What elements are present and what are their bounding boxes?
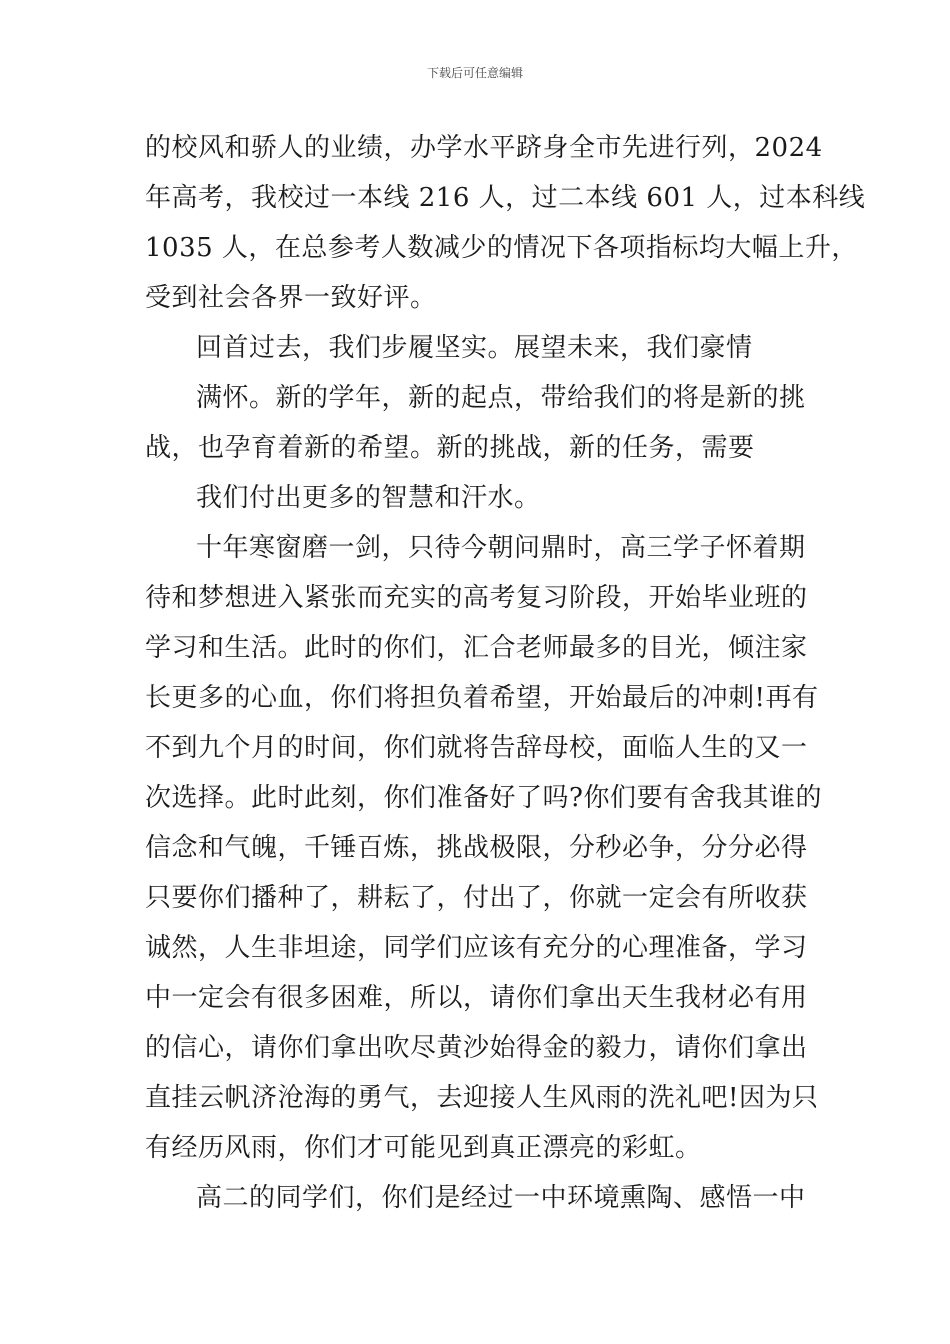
text-line: 的校风和骄人的业绩，办学水平跻身全市先进行列，2024: [145, 133, 823, 163]
text-line: 次选择。此时此刻，你们准备好了吗?你们要有舍我其谁的: [145, 783, 822, 813]
text-line: 只要你们播种了，耕耘了，付出了，你就一定会有所收获: [145, 883, 808, 913]
text-line: 我们付出更多的智慧和汗水。: [196, 483, 541, 513]
text-line: 年高考，我校过一本线 216 人，过二本线 601 人，过本科线: [145, 183, 866, 213]
text-line: 直挂云帆济沧海的勇气，去迎接人生风雨的洗礼吧!因为只: [145, 1083, 819, 1113]
text-line: 的信心，请你们拿出吹尽黄沙始得金的毅力，请你们拿出: [145, 1033, 808, 1063]
text-line: 待和梦想进入紧张而充实的高考复习阶段，开始毕业班的: [145, 583, 808, 613]
text-line: 受到社会各界一致好评。: [145, 283, 437, 313]
text-line: 战，也孕育着新的希望。新的挑战，新的任务，需要: [145, 433, 755, 463]
text-line: 满怀。新的学年，新的起点，带给我们的将是新的挑: [196, 383, 806, 413]
text-line: 有经历风雨，你们才可能见到真正漂亮的彩虹。: [145, 1133, 702, 1163]
text-line: 1035 人，在总参考人数减少的情况下各项指标均大幅上升，: [145, 233, 858, 263]
text-line: 十年寒窗磨一剑，只待今朝问鼎时，高三学子怀着期: [196, 533, 806, 563]
page-header: 下载后可任意编辑: [426, 66, 523, 80]
text-line: 诚然，人生非坦途，同学们应该有充分的心理准备，学习: [145, 933, 808, 963]
text-line: 不到九个月的时间，你们就将告辞母校，面临人生的又一: [145, 733, 808, 763]
text-line: 信念和气魄，千锤百炼，挑战极限，分秒必争，分分必得: [145, 833, 808, 863]
text-line: 学习和生活。此时的你们，汇合老师最多的目光，倾注家: [145, 633, 808, 663]
text-line: 中一定会有很多困难，所以，请你们拿出天生我材必有用: [145, 983, 808, 1013]
text-line: 长更多的心血，你们将担负着希望，开始最后的冲刺!再有: [145, 683, 819, 713]
text-line: 回首过去，我们步履坚实。展望未来，我们豪情: [196, 333, 753, 363]
text-line: 高二的同学们，你们是经过一中环境熏陶、感悟一中: [196, 1183, 806, 1213]
